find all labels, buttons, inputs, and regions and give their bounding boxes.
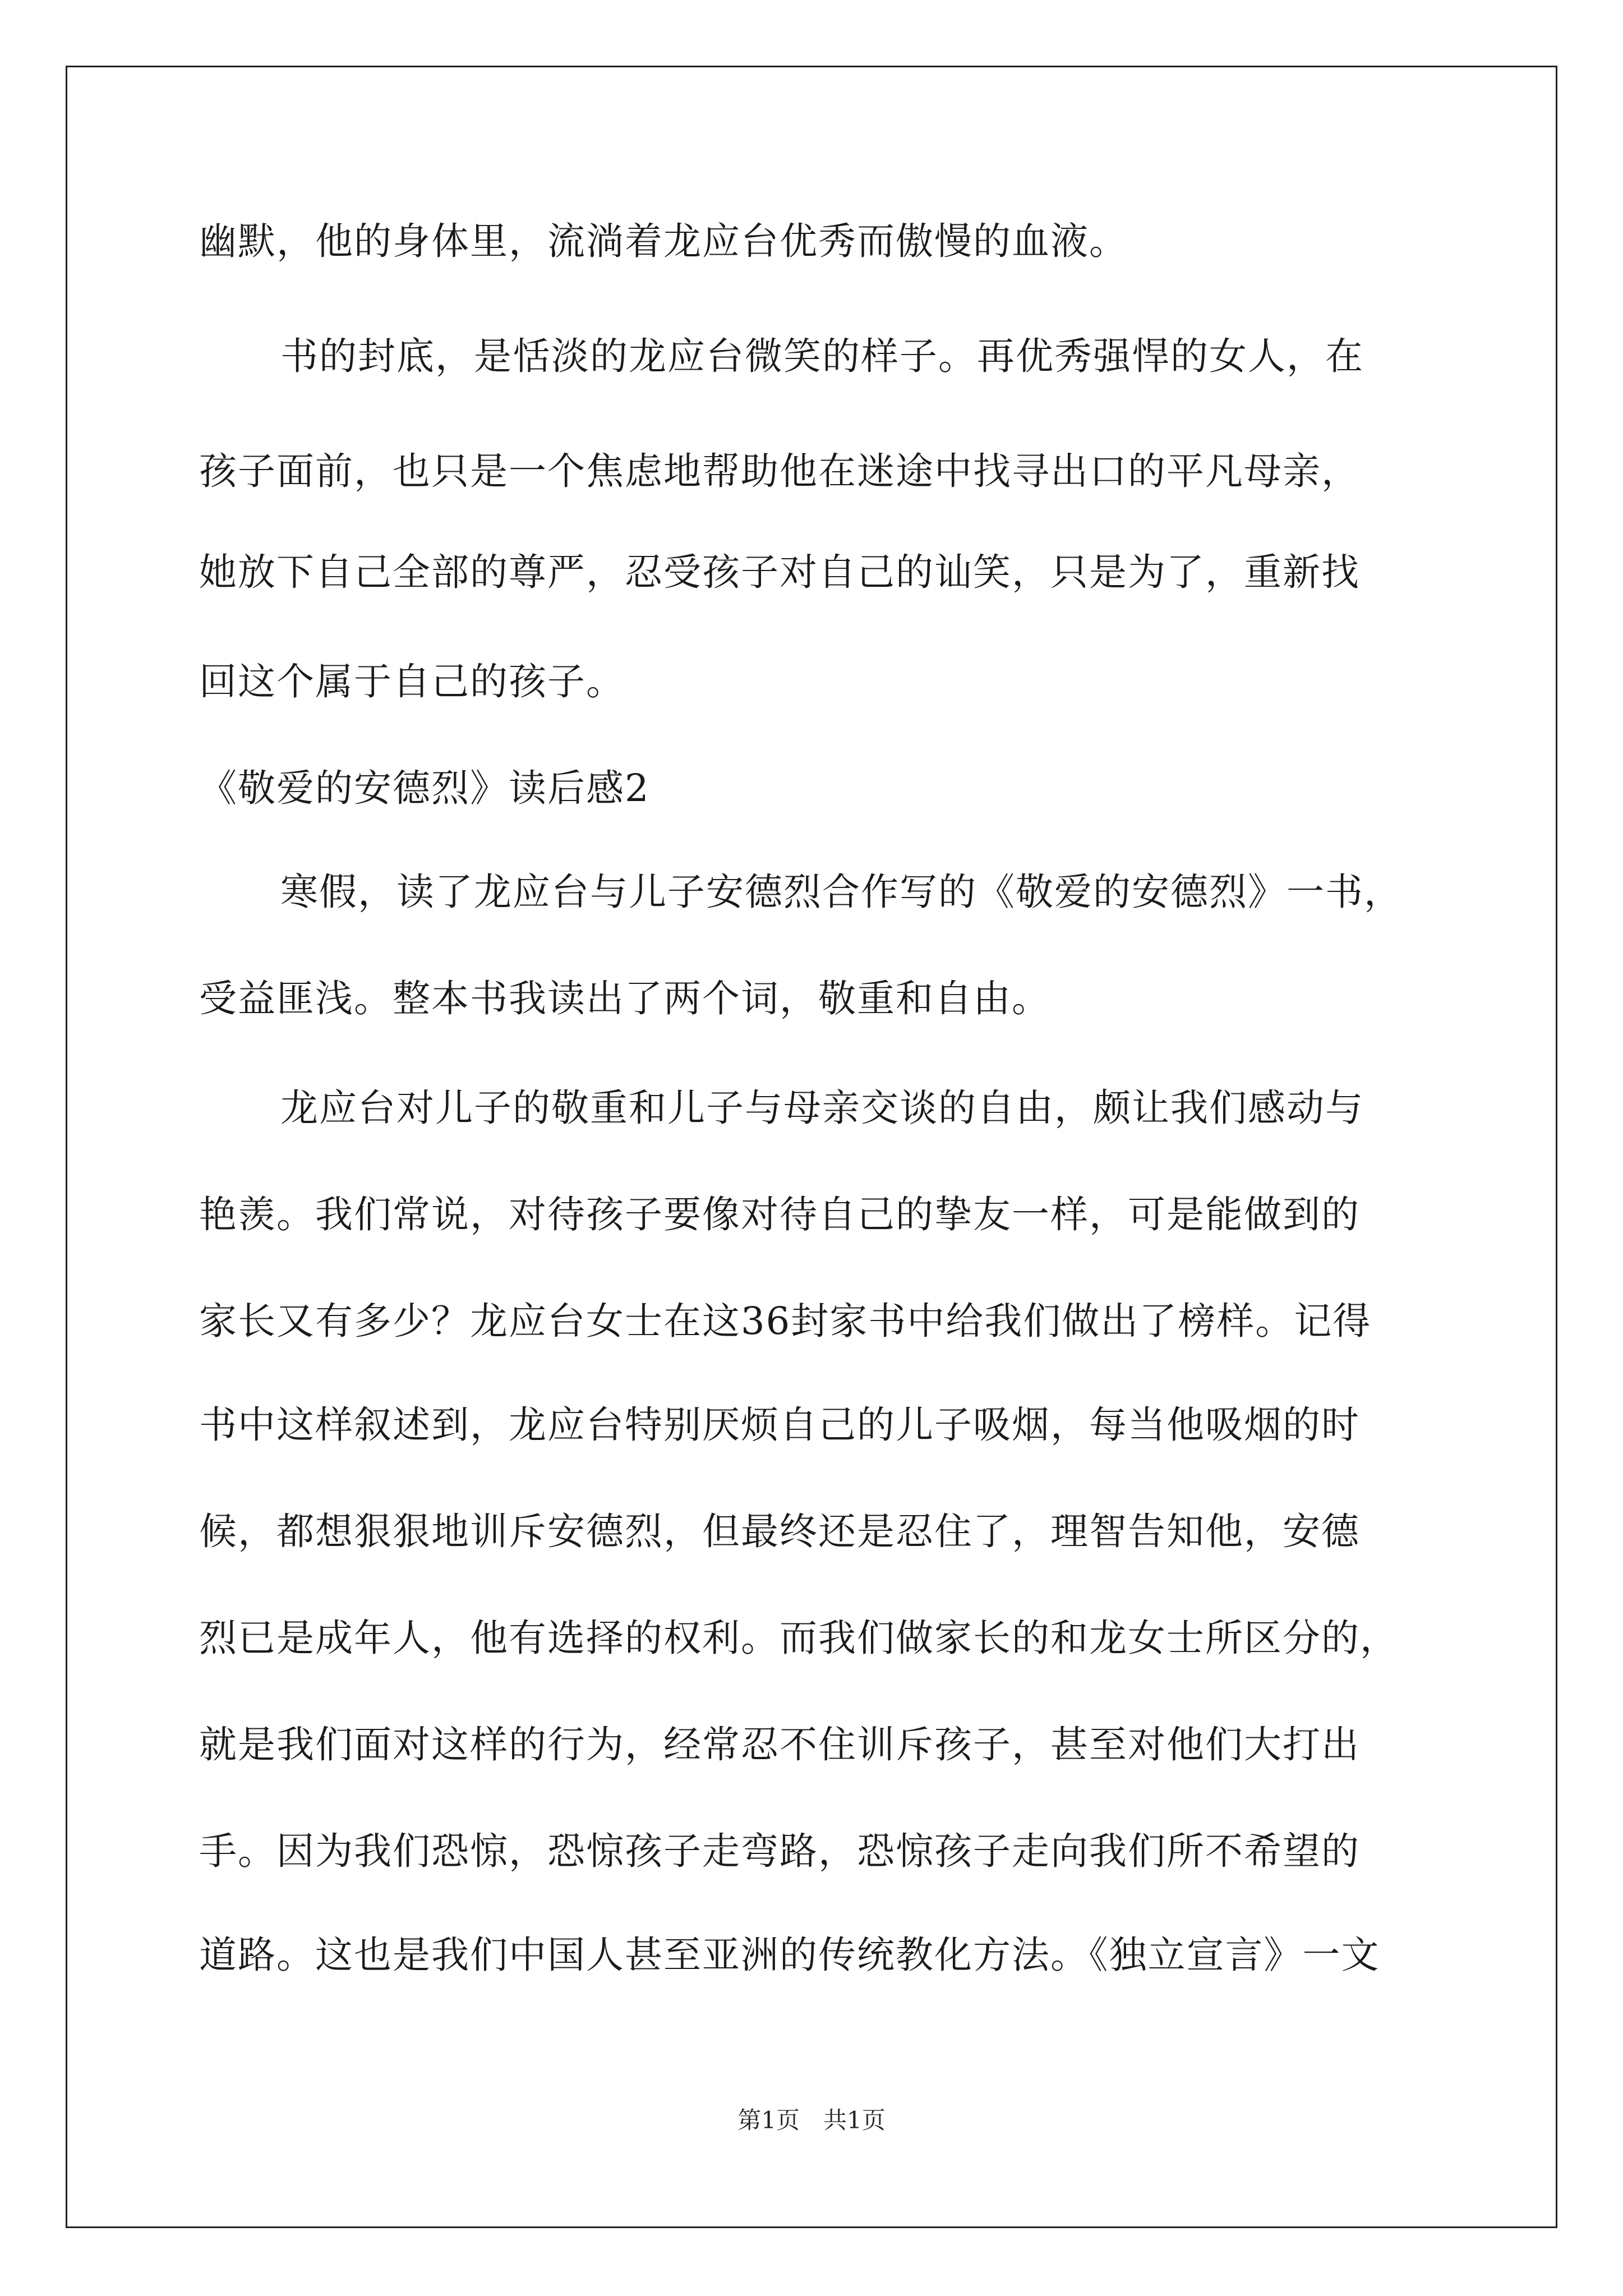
paragraph-line: 候，都想狠狠地训斥安德烈，但最终还是忍住了，理智告知他，安德 — [199, 1510, 1360, 1553]
paragraph-line: 艳羡。我们常说，对待孩子要像对待自己的挚友一样，可是能做到的 — [199, 1193, 1360, 1236]
page-border — [66, 66, 1557, 2228]
paragraph-line: 她放下自己全部的尊严，忍受孩子对自己的讪笑，只是为了，重新找 — [199, 550, 1360, 594]
paragraph-line: 寒假，读了龙应台与儿子安德烈合作写的《敬爱的安德烈》一书， — [280, 870, 1403, 914]
paragraph-line: 书中这样叙述到，龙应台特别厌烦自己的儿子吸烟，每当他吸烟的时 — [199, 1403, 1360, 1447]
paragraph-line: 龙应台对儿子的敬重和儿子与母亲交谈的自由，颇让我们感动与 — [280, 1086, 1364, 1130]
paragraph-line: 孩子面前，也只是一个焦虑地帮助他在迷途中找寻出口的平凡母亲， — [199, 449, 1360, 493]
paragraph-line: 烈已是成年人，他有选择的权利。而我们做家长的和龙女士所区分的， — [199, 1616, 1399, 1660]
paragraph-line: 就是我们面对这样的行为，经常忍不住训斥孩子，甚至对他们大打出 — [199, 1723, 1360, 1766]
paragraph-line: 道路。这也是我们中国人甚至亚洲的传统教化方法。《独立宣言》一文 — [199, 1933, 1380, 1977]
paragraph-line: 受益匪浅。整本书我读出了两个词，敬重和自由。 — [199, 977, 1050, 1020]
paragraph-line: 书的封底，是恬淡的龙应台微笑的样子。再优秀强悍的女人，在 — [280, 334, 1364, 378]
paragraph-line: 回这个属于自己的孩子。 — [199, 660, 625, 703]
section-heading: 《敬爱的安德烈》读后感2 — [199, 766, 650, 810]
page-number-footer: 第1页 共1页 — [737, 2106, 886, 2134]
paragraph-line: 幽默，他的身体里，流淌着龙应台优秀而傲慢的血液。 — [199, 219, 1128, 263]
paragraph-line: 手。因为我们恐惊，恐惊孩子走弯路，恐惊孩子走向我们所不希望的 — [199, 1829, 1360, 1873]
paragraph-line: 家长又有多少？龙应台女士在这36封家书中给我们做出了榜样。记得 — [199, 1299, 1372, 1343]
